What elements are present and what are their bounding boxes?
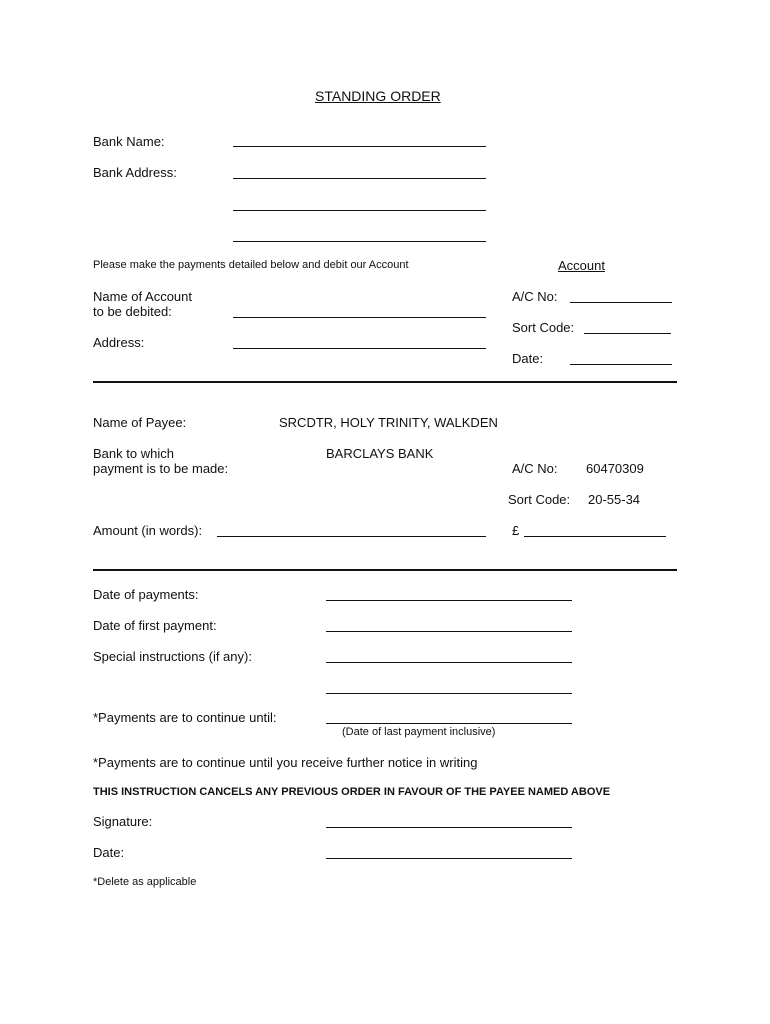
first-payment-label: Date of first payment: (93, 618, 217, 633)
continue-until-label: *Payments are to continue until: (93, 710, 277, 725)
cancel-notice: THIS INSTRUCTION CANCELS ANY PREVIOUS ORDER IN FAVOUR OF THE PAYEE NAMED ABOVE (93, 786, 611, 798)
payee-name-value: SRCDTR, HOLY TRINITY, WALKDEN (279, 415, 498, 430)
debit-ac-no-field[interactable] (570, 302, 672, 303)
payee-sort-code-value: 20-55-34 (588, 492, 641, 507)
pound-sign: £ (512, 523, 520, 538)
payee-name-label: Name of Payee: (93, 415, 187, 430)
sign-date-field[interactable] (326, 858, 572, 859)
account-name-label-line2: to be debited: (93, 304, 172, 319)
payee-bank-value: BARCLAYS BANK (326, 446, 434, 461)
sign-date-label: Date: (93, 845, 125, 860)
debit-address-label: Address: (93, 335, 145, 350)
section-divider-1 (93, 381, 677, 383)
date-of-payments-field[interactable] (326, 600, 572, 601)
special-instructions-field-line1[interactable] (326, 662, 572, 663)
bank-name-label: Bank Name: (93, 134, 165, 149)
payee-ac-no-label: A/C No: (512, 461, 558, 476)
date-of-payments-label: Date of payments: (93, 587, 199, 602)
debit-instruction: Please make the payments detailed below and debit our Account (93, 259, 409, 271)
account-heading: Account (558, 258, 605, 273)
bank-address-field-line2[interactable] (233, 210, 486, 211)
bank-name-field[interactable] (233, 146, 486, 147)
debit-sort-code-label: Sort Code: (512, 320, 575, 335)
form-title: STANDING ORDER (315, 88, 441, 104)
payee-bank-label-line2: payment is to be made: (93, 461, 229, 476)
account-name-field[interactable] (233, 317, 486, 318)
continue-until-field[interactable] (326, 723, 572, 724)
account-name-label-line1: Name of Account (93, 289, 192, 304)
debit-sort-code-field[interactable] (584, 333, 671, 334)
amount-words-field[interactable] (217, 536, 486, 537)
debit-address-field[interactable] (233, 348, 486, 349)
signature-label: Signature: (93, 814, 153, 829)
section-divider-2 (93, 569, 677, 571)
payee-ac-no-value: 60470309 (586, 461, 644, 476)
payee-sort-code-label: Sort Code: (508, 492, 571, 507)
continue-notice: *Payments are to continue until you receive further notice in writing (93, 755, 478, 770)
special-instructions-label: Special instructions (if any): (93, 649, 252, 664)
debit-date-label: Date: (512, 351, 544, 366)
footnote: *Delete as applicable (93, 876, 197, 888)
debit-date-field[interactable] (570, 364, 672, 365)
bank-address-field-line3[interactable] (233, 241, 486, 242)
debit-ac-no-label: A/C No: (512, 289, 558, 304)
last-payment-note: (Date of last payment inclusive) (342, 726, 496, 738)
first-payment-field[interactable] (326, 631, 572, 632)
payee-bank-label-line1: Bank to which (93, 446, 174, 461)
signature-field[interactable] (326, 827, 572, 828)
bank-address-label: Bank Address: (93, 165, 177, 180)
amount-words-label: Amount (in words): (93, 523, 203, 538)
bank-address-field-line1[interactable] (233, 178, 486, 179)
amount-figures-field[interactable] (524, 536, 666, 537)
special-instructions-field-line2[interactable] (326, 693, 572, 694)
